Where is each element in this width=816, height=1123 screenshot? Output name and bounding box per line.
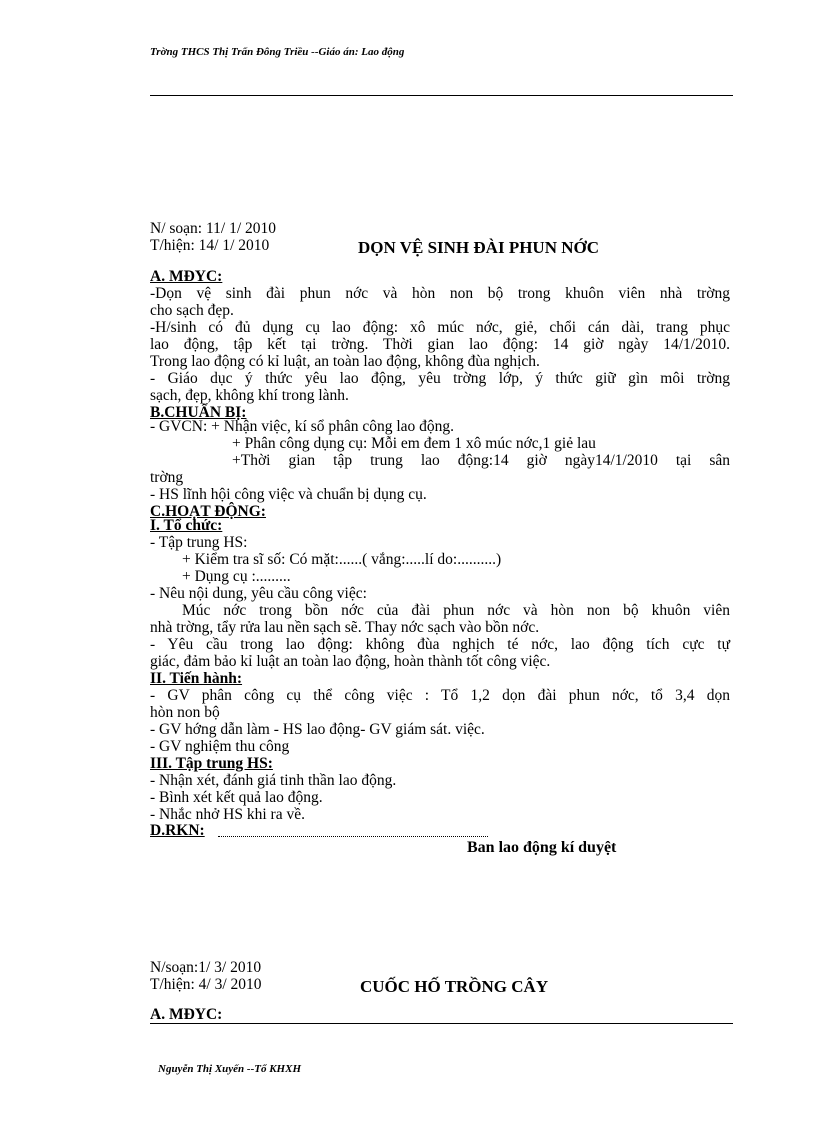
lesson-1-soan-date: N/ soạn: 11/ 1/ 2010 [150, 220, 277, 237]
lesson-1-hien-date: T/hiện: 14/ 1/ 2010 [150, 237, 270, 254]
footer-rule [150, 1023, 733, 1024]
text-line: - Nhắc nhở HS khi ra về. [150, 806, 305, 823]
header-rule [150, 95, 733, 96]
dotted-fill [218, 836, 488, 837]
subsection-heading-2: II. Tiến hành: [150, 670, 243, 687]
text-line: - Tập trung HS: [150, 534, 248, 551]
text-line: -H/sinh có đủ dụng cụ lao động: xô múc nớc, giẻ, chổi cán dài, trang phục [150, 319, 730, 336]
text-line: - GV hớng dẫn làm - HS lao động- GV giám sát. việc. [150, 721, 485, 738]
subsection-heading-3: III. Tập trung HS: [150, 755, 273, 772]
text-line: giác, đảm bảo kỉ luật an toàn lao động, hoàn thành tốt công việc. [150, 653, 551, 670]
text-line: Trong lao động có kỉ luật, an toàn lao động, không đùa nghịch. [150, 353, 540, 370]
text-line: - GV phân công cụ thể công việc : Tổ 1,2 dọn đài phun nớc, tổ 3,4 dọn [150, 687, 730, 704]
text-line: Múc nớc trong bồn nớc của đài phun nớc và hòn non bộ khuôn viên [182, 602, 730, 619]
text-line: - Nêu nội dung, yêu cầu công việc: [150, 585, 367, 602]
approval-signature-label: Ban lao động kí duyệt [467, 839, 617, 856]
text-line: + Phân công dụng cụ: Mỗi em đem 1 xô múc nớc,1 giẻ lau [232, 435, 596, 452]
text-line: - HS lĩnh hội công việc và chuẩn bị dụng cụ. [150, 486, 427, 503]
text-line: + Dụng cụ :......... [182, 568, 291, 585]
section-heading-b: B.CHUẨN BỊ: [150, 404, 247, 421]
text-line: - GVCN: + Nhận việc, kí sổ phân công lao động. [150, 418, 455, 435]
section-heading-d: D.RKN: [150, 822, 205, 839]
section-heading-c: C.HOẠT ĐỘNG: [150, 503, 266, 520]
lesson-2-title: CUỐC HỐ TRỒNG CÂY [360, 977, 549, 996]
text-line: +Thời gian tập trung lao động:14 giờ ngày14/1/2010 tại sân [232, 452, 730, 469]
text-line: sạch, đẹp, không khí trong lành. [150, 387, 349, 404]
text-line: hòn non bộ [150, 704, 220, 721]
rkn-line [150, 822, 730, 839]
page-header: Trờng THCS Thị Trấn Đông Triều --Giáo án: Lao động [150, 46, 405, 58]
text-line: + Kiểm tra sĩ số: Có mặt:......( vắng:.....lí do:..........) [182, 551, 502, 568]
text-line: - Yêu cầu trong lao động: không đùa nghịch té nớc, lao động tích cực tự [150, 636, 730, 653]
lesson-2-hien-date: T/hiện: 4/ 3/ 2010 [150, 976, 262, 993]
page-footer: Nguyễn Thị Xuyến --Tổ KHXH [158, 1063, 302, 1075]
subsection-heading-1: I. Tổ chức: [150, 517, 223, 534]
lesson-1-title: DỌN VỆ SINH ĐÀI PHUN NỚC [358, 238, 600, 257]
lesson-2-heading: A. MĐYC: [150, 1006, 223, 1023]
text-line: - GV nghiệm thu công [150, 738, 290, 755]
text-line: nhà trờng, tẩy rửa lau nền sạch sẽ. Thay nớc sạch vào bồn nớc. [150, 619, 540, 636]
text-line: lao động, tập kết tại trờng. Thời gian lao động: 14 giờ ngày 14/1/2010. [150, 336, 730, 353]
text-line: - Giáo dục ý thức yêu lao động, yêu trờng lớp, ý thức giữ gìn môi trờng [150, 370, 730, 387]
text-line: cho sạch đẹp. [150, 302, 234, 319]
lesson-2-soan-date: N/soạn:1/ 3/ 2010 [150, 959, 262, 976]
text-line: -Dọn vệ sinh đài phun nớc và hòn non bộ trong khuôn viên nhà trờng [150, 285, 730, 302]
text-line: trờng [150, 469, 184, 486]
text-line: - Nhận xét, đánh giá tinh thần lao động. [150, 772, 397, 789]
text-line: - Bình xét kết quả lao động. [150, 789, 323, 806]
section-heading-a: A. MĐYC: [150, 268, 223, 285]
